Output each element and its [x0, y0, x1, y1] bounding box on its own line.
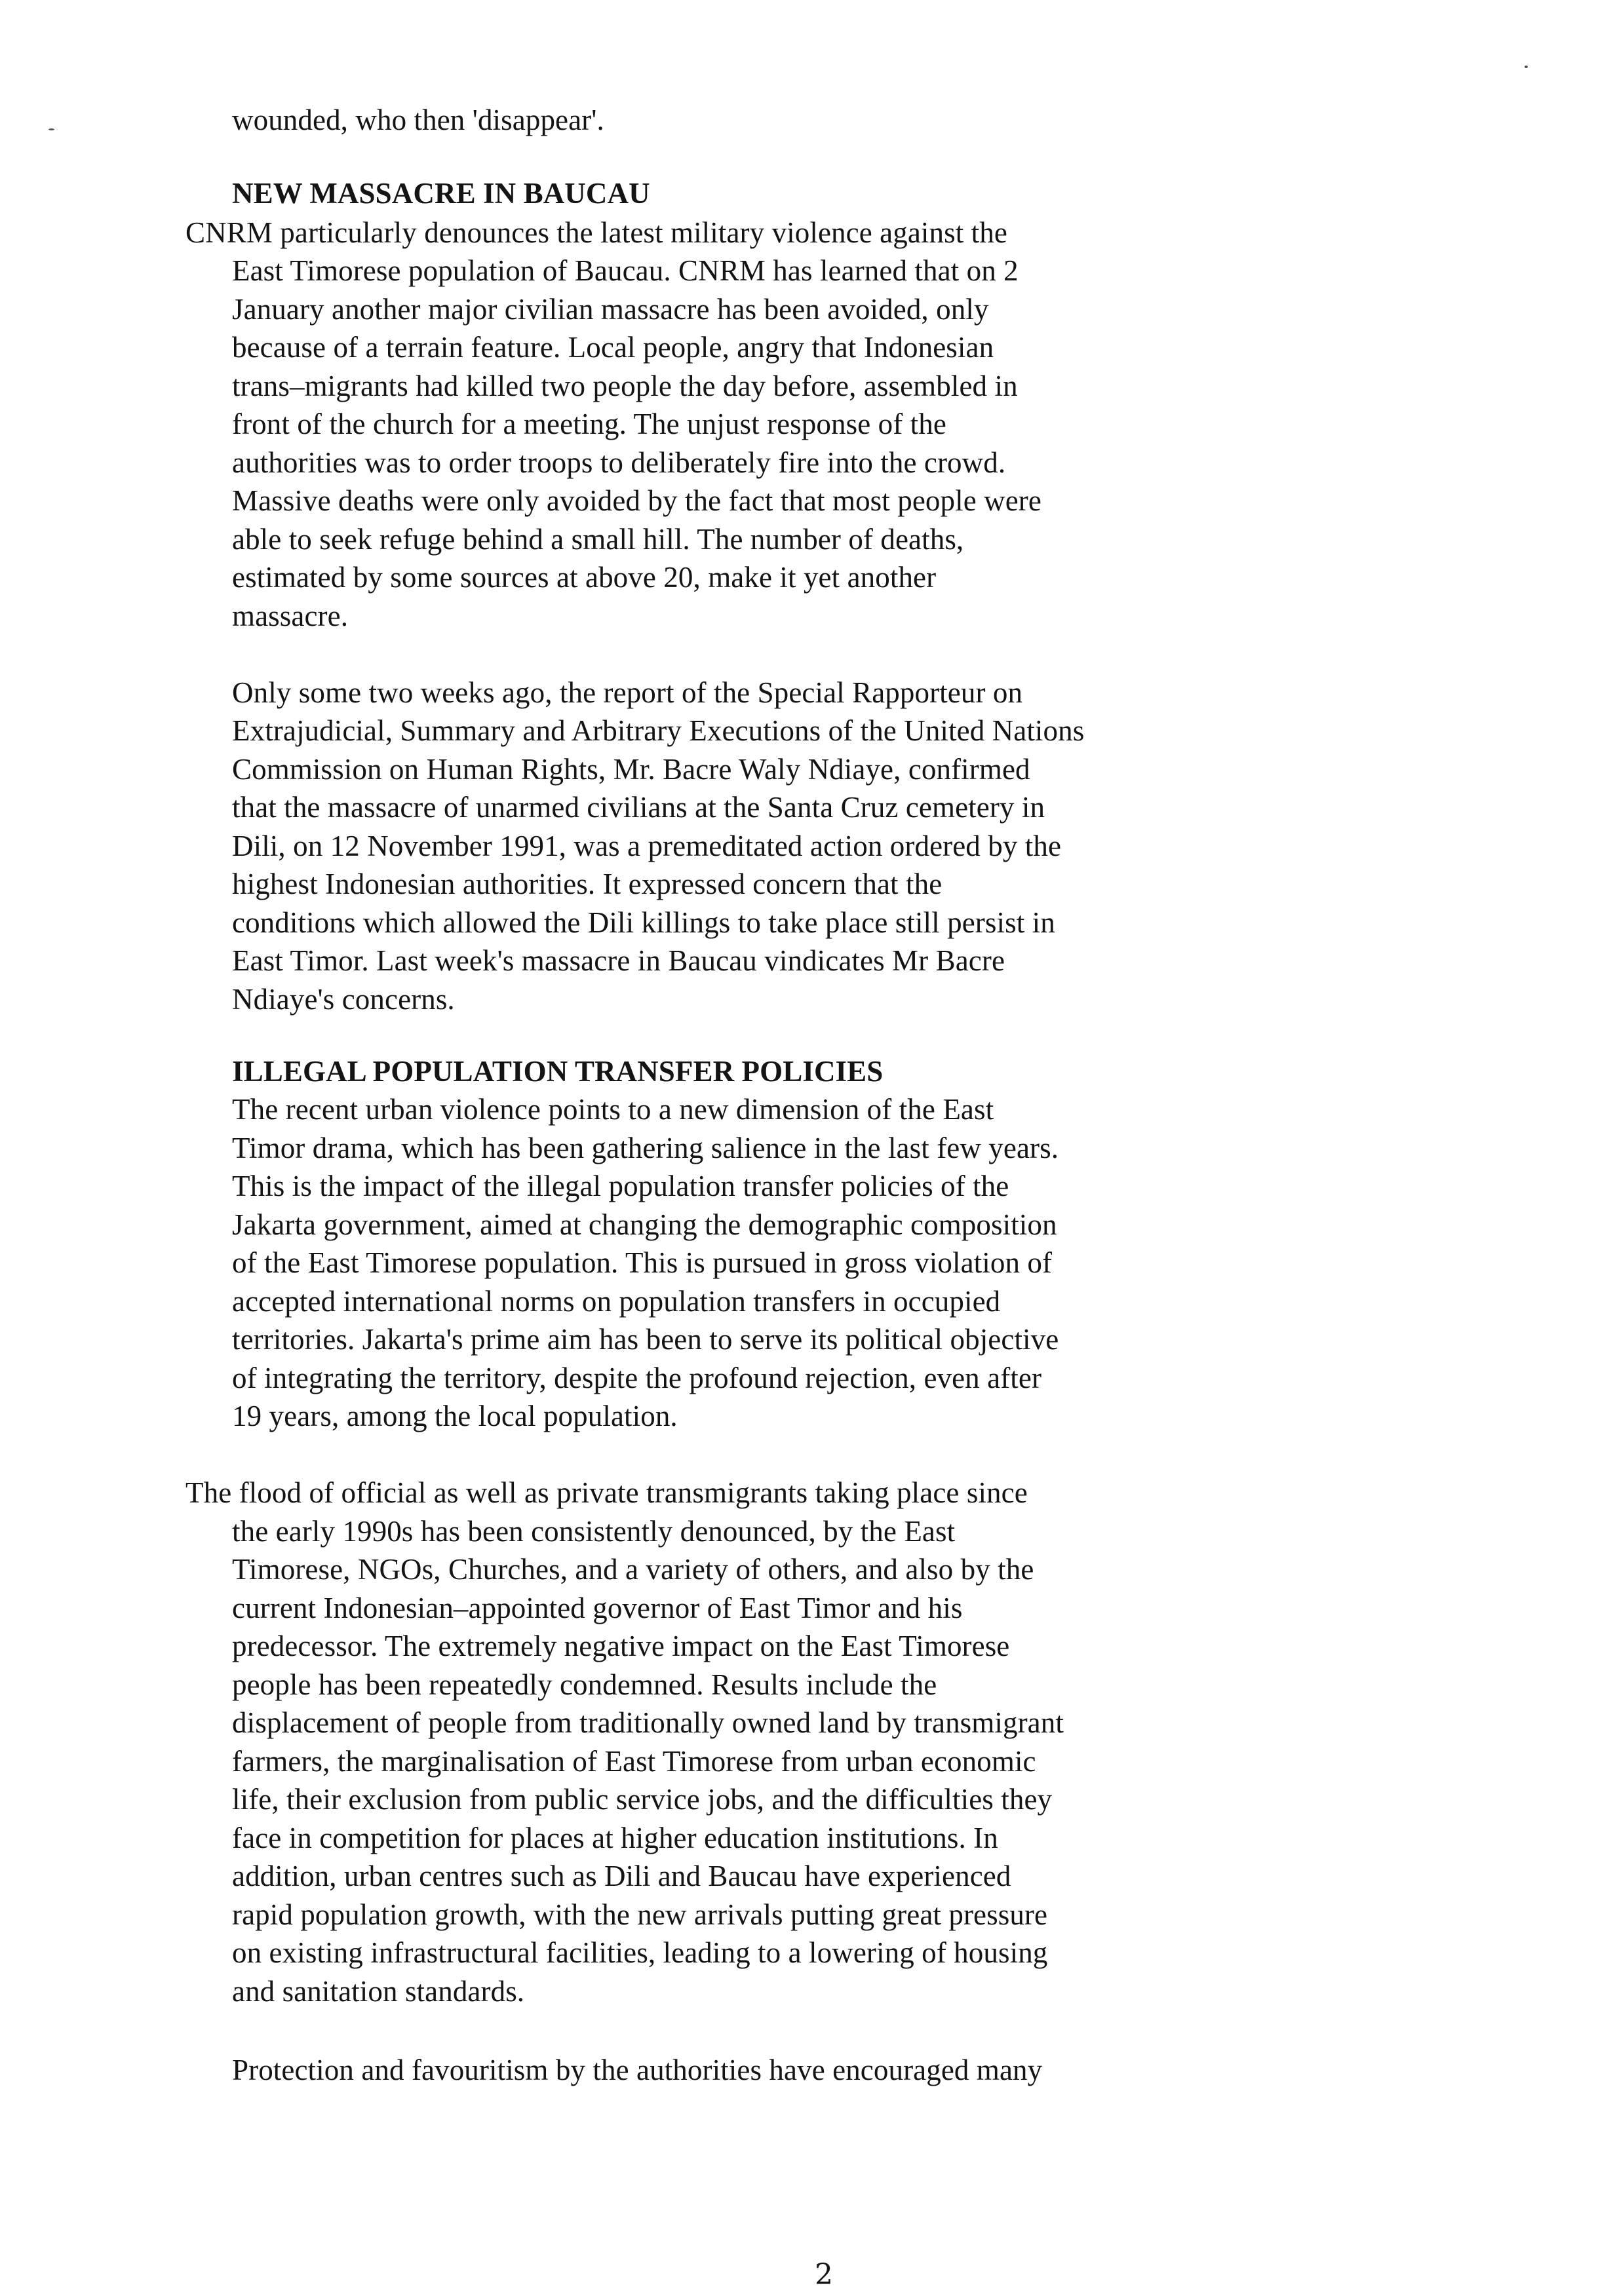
text-line: authorities was to order troops to deliberately fire into the crowd.	[232, 446, 1006, 479]
text-line: accepted international norms on population transfers in occupied	[232, 1285, 1001, 1318]
text-line: Dili, on 12 November 1991, was a premeditated action ordered by the	[232, 830, 1062, 862]
text-line: estimated by some sources at above 20, make it yet another	[232, 561, 937, 594]
text-line: of integrating the territory, despite the profound rejection, even after	[232, 1362, 1042, 1394]
text-line: highest Indonesian authorities. It expressed concern that the	[232, 868, 943, 900]
text-line: Commission on Human Rights, Mr. Bacre Waly Ndiaye, confirmed	[232, 753, 1030, 786]
text-line: current Indonesian–appointed governor of East Timor and his	[232, 1592, 963, 1624]
text-line: people has been repeatedly condemned. Results include the	[232, 1668, 937, 1701]
text-line: trans–migrants had killed two people the day before, assembled in	[232, 370, 1018, 402]
text-line: CNRM particularly denounces the latest military violence against the	[185, 216, 1007, 249]
text-line: Extrajudicial, Summary and Arbitrary Executions of the United Nations	[232, 714, 1085, 747]
text-line: because of a terrain feature. Local people, angry that Indonesian	[232, 331, 994, 364]
text-line: face in competition for places at higher education institutions. In	[232, 1822, 998, 1854]
text-line: The recent urban violence points to a new dimension of the East	[232, 1093, 994, 1126]
text-line: predecessor. The extremely negative impact on the East Timorese	[232, 1630, 1010, 1662]
text-line: This is the impact of the illegal population transfer policies of the	[232, 1170, 1009, 1202]
text-line: on existing infrastructural facilities, leading to a lowering of housing	[232, 1936, 1048, 1969]
text-line: life, their exclusion from public service jobs, and the difficulties they	[232, 1783, 1053, 1816]
text-line: Ndiaye's concerns.	[232, 983, 455, 1016]
text-line: addition, urban centres such as Dili and Baucau have experienced	[232, 1860, 1011, 1892]
text-line: The flood of official as well as private transmigrants taking place since	[185, 1476, 1028, 1509]
text-line: East Timorese population of Baucau. CNRM has learned that on 2	[232, 254, 1019, 287]
text-line: able to seek refuge behind a small hill. The number of deaths,	[232, 523, 964, 556]
text-line: displacement of people from traditionally owned land by transmigrant	[232, 1706, 1064, 1739]
text-line: farmers, the marginalisation of East Timorese from urban economic	[232, 1745, 1036, 1778]
text-line: wounded, who then 'disappear'.	[232, 104, 604, 136]
text-line: territories. Jakarta's prime aim has been to serve its political objective	[232, 1323, 1059, 1356]
text-line: that the massacre of unarmed civilians at the Santa Cruz cemetery in	[232, 791, 1045, 824]
section-heading-new-massacre: NEW MASSACRE IN BAUCAU	[232, 177, 650, 210]
scan-speck	[49, 128, 54, 130]
text-line: rapid population growth, with the new arrivals putting great pressure	[232, 1898, 1048, 1931]
text-line: Timor drama, which has been gathering salience in the last few years.	[232, 1132, 1059, 1164]
text-line: East Timor. Last week's massacre in Baucau vindicates Mr Bacre	[232, 944, 1005, 977]
text-line: and sanitation standards.	[232, 1975, 525, 2008]
text-line: 19 years, among the local population.	[232, 1400, 678, 1432]
text-line: Only some two weeks ago, the report of the Special Rapporteur on	[232, 676, 1023, 709]
text-line: the early 1990s has been consistently denounced, by the East	[232, 1515, 956, 1548]
text-line: Timorese, NGOs, Churches, and a variety of others, and also by the	[232, 1553, 1034, 1586]
section-heading-population-transfer: ILLEGAL POPULATION TRANSFER POLICIES	[232, 1055, 884, 1088]
scan-speck	[1525, 66, 1528, 68]
text-line: of the East Timorese population. This is pursued in gross violation of	[232, 1246, 1053, 1279]
text-line: January another major civilian massacre has been avoided, only	[232, 293, 989, 326]
text-line: Jakarta government, aimed at changing the demographic composition	[232, 1208, 1057, 1241]
text-line: massacre.	[232, 600, 349, 632]
page-number: 2	[815, 2258, 833, 2291]
text-line: front of the church for a meeting. The unjust response of the	[232, 408, 946, 440]
text-line: conditions which allowed the Dili killings to take place still persist in	[232, 906, 1055, 939]
text-line: Protection and favouritism by the authorities have encouraged many	[232, 2054, 1043, 2086]
text-line: Massive deaths were only avoided by the fact that most people were	[232, 484, 1041, 517]
